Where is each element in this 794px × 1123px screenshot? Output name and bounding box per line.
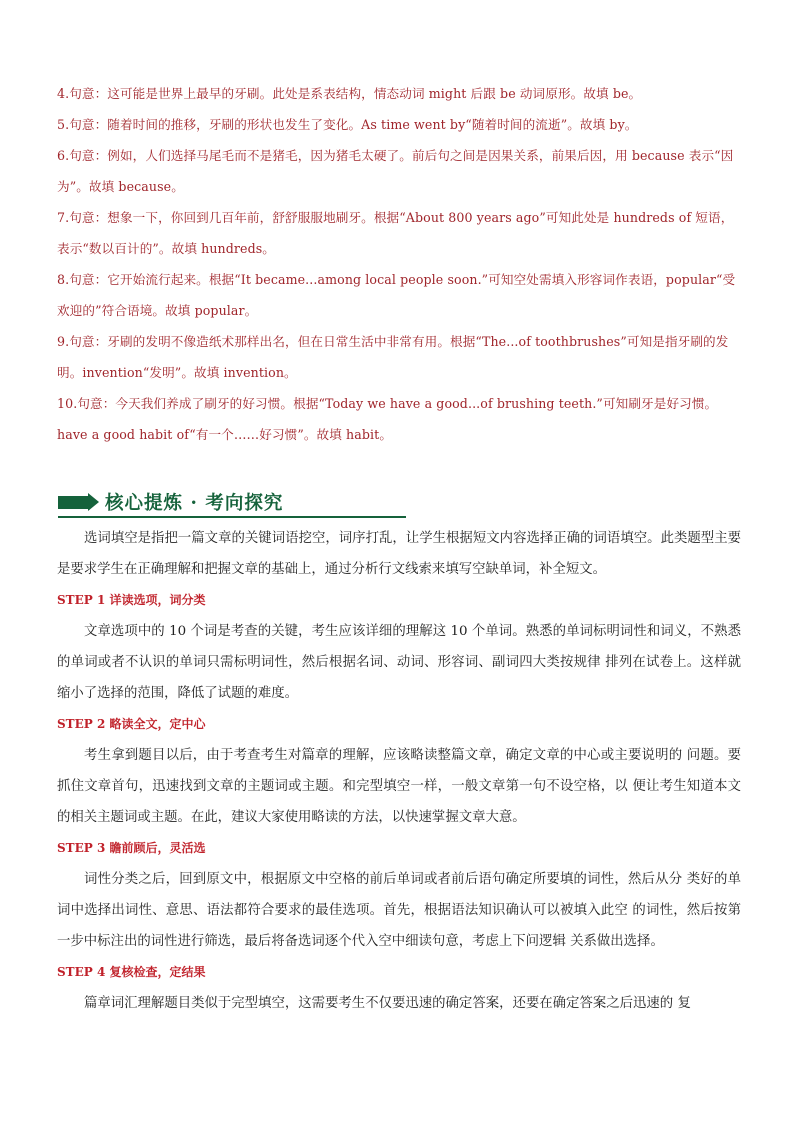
answer-10: 10.句意：今天我们养成了刷牙的好习惯。根据“Today we have a good...of brushing teeth.”可知刷牙是好习惯。have a good habit of“有一个……好习惯”。故填 habit。	[57, 396, 718, 442]
answer-5: 5.句意：随着时间的推移，牙刷的形状也发生了变化。As time went by“随着时间的流逝”。故填 by。	[57, 117, 638, 132]
step-2-heading: STEP 2 略读全文，定中心	[57, 717, 206, 731]
method-content	[57, 523, 741, 1019]
answer-explanations	[57, 78, 741, 450]
step-4-text: 篇章词汇理解题目类似于完型填空，这需要考生不仅要迅速的确定答案，还要在确定答案之后迅速的 复	[84, 996, 691, 1011]
step-1-text: 文章选项中的 10 个词是考查的关键，考生应该详细的理解这 10 个单词。熟悉的单词标明词性和词义，不熟悉的单词或者不认识的单词只需标明词性，然后根据名词、动词、形容词、副词四大类按规律 排列在试卷上。这样就缩小了选择的范围，降低了试题的难度。	[57, 624, 741, 701]
answer-4: 4.句意：这可能是世界上最早的牙刷。此处是系表结构，情态动词 might 后跟 be 动词原形。故填 be。	[57, 86, 642, 101]
answer-9: 9.句意：牙刷的发明不像造纸术那样出名，但在日常生活中非常有用。根据“The...of toothbrushes”可知是指牙刷的发明。invention“发明”。故填 invention。	[57, 334, 729, 380]
section-underline	[58, 516, 406, 518]
section-bar-icon	[58, 496, 88, 509]
intro-paragraph: 选词填空是指把一篇文章的关键词语挖空，词序打乱，让学生根据短文内容选择正确的词语填空。此类题型主要是要求学生在正确理解和把握文章的基础上，通过分析行文线索来填写空缺单词，补全短文。	[57, 531, 741, 577]
answer-8: 8.句意：它开始流行起来。根据“It became...among local people soon.”可知空处需填入形容词作表语，popular“受欢迎的”符合语境。故填 popular。	[57, 272, 736, 318]
step-4-heading: STEP 4 复核检查，定结果	[57, 965, 206, 979]
section-heading	[58, 487, 406, 519]
section-arrow-icon	[88, 493, 99, 511]
section-title: 核心提炼 · 考向探究	[105, 493, 284, 514]
answer-7: 7.句意：想象一下，你回到几百年前，舒舒服服地刷牙。根据“About 800 years ago”可知此处是 hundreds of 短语，表示“数以百计的”。故填 hundreds。	[57, 210, 734, 256]
step-1-heading: STEP 1 详读选项，词分类	[57, 593, 206, 607]
answer-6: 6.句意：例如，人们选择马尾毛而不是猪毛，因为猪毛太硬了。前后句之间是因果关系，前果后因，用 because 表示“因为”。故填 because。	[57, 148, 734, 194]
step-3-heading: STEP 3 瞻前顾后，灵活选	[57, 841, 206, 855]
step-3-text: 词性分类之后，回到原文中，根据原文中空格的前后单词或者前后语句确定所要填的词性，然后从分 类好的单词中选择出词性、意思、语法都符合要求的最佳选项。首先，根据语法知识确认可以被填入此空 的词性，然后按第一步中标注出的词性进行筛选，最后将备选词逐个代入空中细读句意，考虑上下问逻辑 关系做出选择。	[57, 872, 741, 949]
step-2-text: 考生拿到题目以后，由于考查考生对篇章的理解，应该略读整篇文章，确定文章的中心或主要说明的 问题。要抓住文章首句，迅速找到文章的主题词或主题。和完型填空一样，一般文章第一句不设空格，以 便让考生知道本文的相关主题词或主题。在此，建议大家使用略读的方法，以快速掌握文章大意。	[57, 748, 741, 825]
